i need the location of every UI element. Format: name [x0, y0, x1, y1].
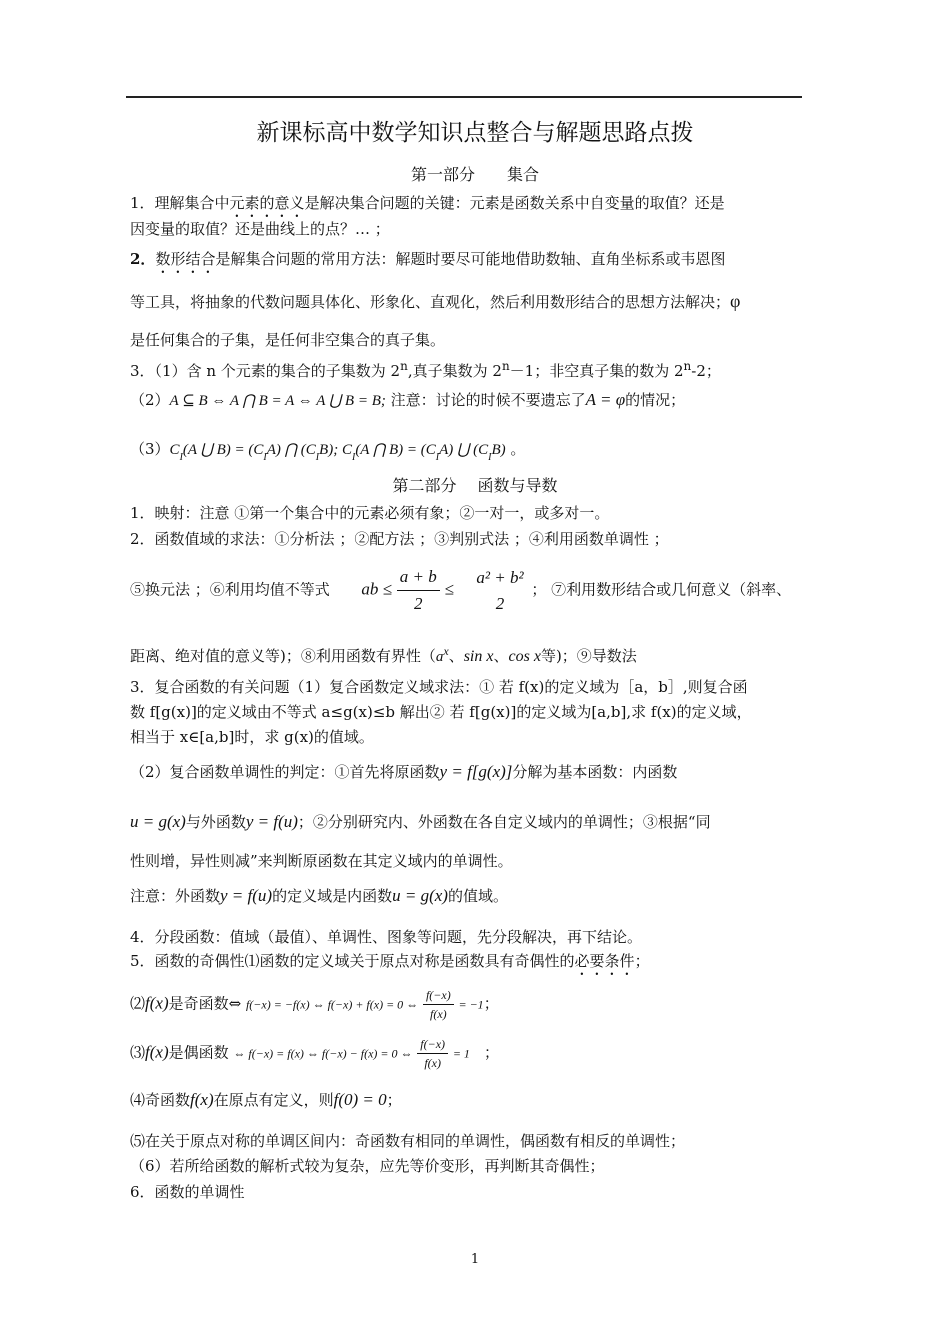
paragraph: 性则增，异性则减”来判断原函数在其定义域内的单调性。	[130, 852, 513, 870]
paragraph: ⑸在关于原点对称的单调区间内：奇函数有相同的单调性，偶函数有相反的单调性；	[130, 1132, 686, 1150]
paragraph: 等工具，将抽象的代数问题具体化、形象化、直观化，然后利用数形结合的思想方法解决；φ	[130, 291, 741, 311]
paragraph: u = g(x)与外函数y = f(u)；②分别研究内、外函数在各自定义域内的单调性；③根据“同	[130, 812, 711, 831]
paragraph: 3．复合函数的有关问题（1）复合函数定义域求法：① 若 f(x)的定义域为［a，b］,则复合函	[130, 678, 748, 696]
header-rule	[126, 96, 802, 98]
paragraph: 距离、绝对值的意义等)；⑧利用函数有界性（$a^x$、sin x、cos x等)；⑨导数法	[130, 644, 637, 665]
paragraph: 数 f[g(x)]的定义域由不等式 a≤g(x)≤b 解出② 若 f[g(x)]的定义域为[a,b],求 f(x)的定义域，	[130, 703, 752, 721]
paragraph: 注意：外函数y = f(u)的定义域是内函数u = g(x)的值域。	[130, 886, 508, 905]
paragraph: $(3)C_I(A$ ⋃ $B) = (C_IA)$ ⋂ $(C_IB)$; $C_I(A$ ⋂ $B) = (C_IA)$ ⋃ $(C_IB)$ 。	[130, 440, 526, 463]
paragraph: ⑵f(x)是奇函数⇔ f(−x) = −f(x) ⇔ f(−x) + f(x) = 0 ⇔ $\frac{f(-x)}{f(x)}$ = −1；	[130, 988, 499, 1021]
fraction: $\frac{f(-x)}{f(x)}$	[423, 986, 454, 1023]
fraction: $\frac{a + b}{2}$	[397, 564, 440, 617]
paragraph: 相当于 x∈[a,b]时，求 g(x)的值域。	[130, 728, 374, 746]
paragraph: ⑶f(x)是偶函数 ⇔ f(−x) = f(x) ⇔ f(−x) − f(x) = 0 ⇔ $\frac{f(-x)}{f(x)}$ = 1 ；	[130, 1037, 499, 1070]
fraction: a² + b² 2	[476, 567, 524, 613]
paragraph: 6．函数的单调性	[130, 1183, 245, 1201]
paragraph: ⑷奇函数f(x)在原点有定义，则f(0) = 0；	[130, 1090, 402, 1109]
paragraph: （2）A ⊆ B ⇔ A ⋂ B = A ⇔ A ⋃ B = B; 注意：讨论的时候不要遗忘了A = φ的情况；	[130, 390, 686, 409]
paragraph: 5．函数的奇偶性⑴函数的定义域关于原点对称是函数具有奇偶性的必要条件；	[130, 952, 650, 970]
paragraph: 2．数形结合是解集合问题的常用方法：解题时要尽可能地借助数轴、直角坐标系或韦恩图	[130, 250, 726, 268]
paragraph: 1．理解集合中元素的意义是解决集合问题的关键：元素是函数关系中自变量的取值？还是	[130, 194, 725, 212]
paragraph: 1．映射：注意 ①第一个集合中的元素必须有象；②一对一，或多对一。	[130, 504, 610, 522]
paragraph: 2．函数值域的求法：①分析法 ；②配方法 ；③判别式法 ；④利用函数单调性 ；	[130, 530, 669, 548]
paragraph: 因变量的取值？还是曲线上的点？… ；	[130, 220, 390, 238]
paragraph: 4．分段函数：值域（最值）、单调性、图象等问题，先分段解决，再下结论。	[130, 928, 643, 946]
paragraph: 3．（1）含 n 个元素的集合的子集数为 2$^n$,真子集数为 $2^n-1$；非空真子集的数为 2$^n$-2；	[130, 359, 721, 380]
paragraph: ⑤换元法 ；⑥利用均值不等式 ab ≤ $\frac{a + b}{2}$ ≤ a² + b² 2 ； ⑦利用数形结合或几何意义（斜率、	[130, 564, 791, 617]
paragraph: （2）复合函数单调性的判定：①首先将原函数y = f[g(x)]分解为基本函数：内函数	[130, 762, 678, 781]
part1-heading: 第一部分 集合	[410, 165, 539, 184]
part2-heading: 第二部分 函数与导数	[392, 476, 558, 495]
document-title: 新课标高中数学知识点整合与解题思路点拨	[256, 120, 694, 146]
fraction: $\frac{f(-x)}{f(x)}$	[417, 1035, 448, 1072]
paragraph: 是任何集合的子集，是任何非空集合的真子集。	[130, 331, 446, 349]
page-number: 1	[470, 1252, 480, 1267]
paragraph: （6）若所给函数的解析式较为复杂，应先等价变形，再判断其奇偶性；	[130, 1157, 605, 1175]
